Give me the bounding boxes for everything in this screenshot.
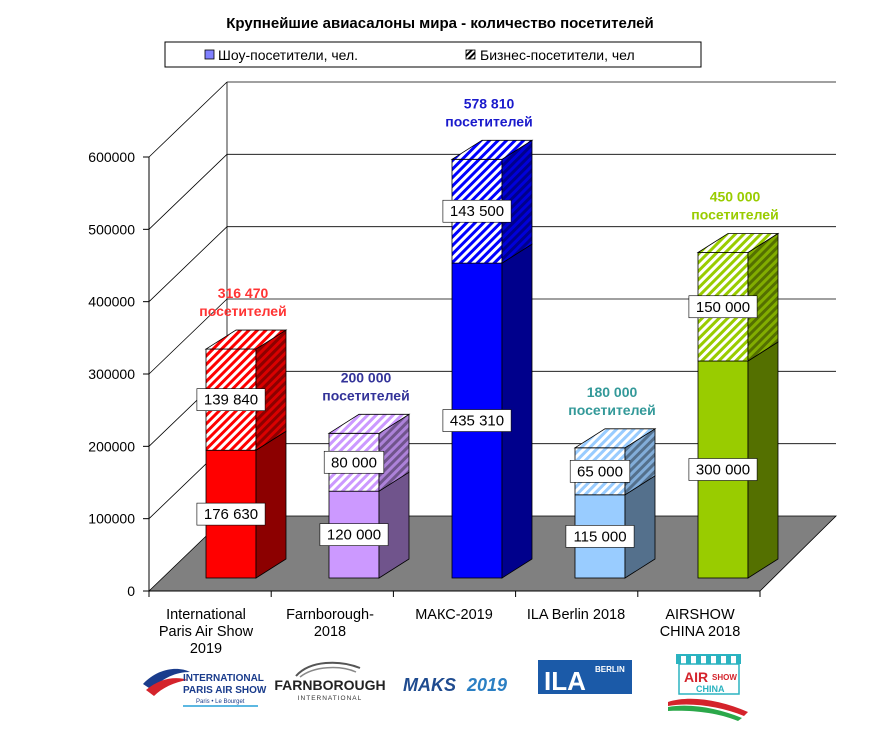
data-label-business-visitors — [197, 389, 265, 411]
data-label-show-visitors-text: 120 000 — [326, 526, 382, 544]
y-tick-label: 600000 — [88, 149, 135, 165]
x-category-label: International Paris Air Show 2019 — [158, 607, 254, 657]
airshow-logo-line3: CHINA — [696, 684, 725, 694]
y-tick-label: 0 — [127, 583, 135, 599]
data-label-show-visitors — [689, 459, 757, 481]
total-value-label: 450 000 — [709, 188, 761, 205]
data-label-show-visitors — [443, 410, 511, 432]
bar-group — [203, 330, 286, 578]
data-label-show-visitors — [197, 503, 265, 525]
great-wall-icon — [676, 654, 741, 664]
total-unit-label: посетителей — [322, 387, 410, 404]
y-tick-label: 400000 — [88, 293, 135, 310]
total-value-label: 316 470 — [217, 285, 269, 302]
x-category-label: Farnborough-2018 — [286, 607, 374, 640]
legend — [165, 42, 701, 67]
total-value-label: 200 000 — [340, 369, 392, 386]
total-value-label: 180 000 — [586, 383, 638, 400]
ila-logo-line1: ILA — [544, 666, 586, 696]
paris-logo-line2: PARIS AIR SHOW — [183, 685, 267, 696]
paris-logo-line1: INTERNATIONAL — [183, 673, 264, 684]
maks-logo-line2: 2019 — [467, 675, 508, 695]
paris-air-show-logo — [143, 669, 267, 706]
gridline-diagonal — [149, 227, 227, 302]
maks-logo — [403, 675, 507, 695]
data-label-show-visitors — [566, 525, 634, 547]
ila-logo-line2: BERLIN — [595, 665, 625, 674]
data-label-business-visitors — [689, 296, 757, 318]
legend-label-business-visitors: Бизнес-посетители, чел — [480, 47, 635, 63]
paris-logo-line3: Paris • Le Bourget — [196, 699, 245, 705]
data-label-show-visitors-text: 115 000 — [573, 528, 627, 546]
farnborough-logo-line1: FARNBOROUGH — [274, 677, 386, 693]
bar-group — [575, 429, 655, 578]
x-category-label: МАКС-2019 — [415, 607, 493, 623]
data-label-business-visitors — [443, 200, 511, 222]
data-label-business-visitors — [324, 451, 384, 473]
logos — [143, 654, 748, 721]
data-label-business-visitors-text: 150 000 — [695, 298, 751, 316]
data-label-business-visitors-text: 65 000 — [577, 463, 623, 481]
airshow-china-logo — [668, 654, 748, 721]
ila-logo — [538, 660, 632, 696]
legend-label-show-visitors: Шоу-посетители, чел. — [218, 47, 359, 63]
gridline-diagonal — [149, 82, 227, 157]
data-label-business-visitors-text: 139 840 — [203, 391, 259, 409]
farnborough-logo — [274, 663, 385, 702]
y-tick-label: 500000 — [88, 221, 135, 238]
bar-group — [326, 414, 409, 578]
data-label-show-visitors-text: 435 310 — [449, 412, 505, 430]
total-unit-label: посетителей — [199, 303, 287, 320]
x-category-label: AIRSHOW CHINA 2018 — [659, 607, 741, 640]
y-tick-label: 200000 — [88, 438, 135, 455]
legend-swatch-show-visitors — [205, 50, 214, 59]
airshow-logo-line2: SHOW — [712, 673, 737, 682]
total-value-label: 578 810 — [463, 95, 515, 112]
data-label-business-visitors-text: 80 000 — [331, 454, 377, 472]
x-axis-categories — [159, 607, 740, 657]
data-label-show-visitors-text: 300 000 — [695, 461, 751, 479]
bar-group — [695, 234, 778, 579]
data-label-show-visitors-text: 176 630 — [203, 506, 259, 524]
gridline-diagonal — [149, 154, 227, 229]
total-unit-label: посетителей — [568, 401, 656, 418]
y-tick-label: 100000 — [88, 510, 135, 527]
maks-logo-line1: MAKS — [403, 675, 456, 695]
total-unit-label: посетителей — [691, 206, 779, 223]
airshow-logo-line1: AIR — [684, 669, 709, 685]
farnborough-arc2-icon — [300, 668, 356, 677]
y-tick-label: 300000 — [88, 366, 135, 382]
data-label-business-visitors-text: 143 500 — [449, 203, 505, 221]
data-label-business-visitors — [570, 460, 630, 482]
farnborough-logo-line2: INTERNATIONAL — [297, 695, 363, 702]
data-label-show-visitors — [320, 524, 388, 546]
total-unit-label: посетителей — [445, 113, 533, 130]
chart-title: Крупнейшие авиасалоны мира - количество посетителей — [226, 15, 654, 32]
legend-swatch-business-visitors — [466, 50, 475, 59]
x-category-label: ILA Berlin 2018 — [526, 607, 626, 623]
